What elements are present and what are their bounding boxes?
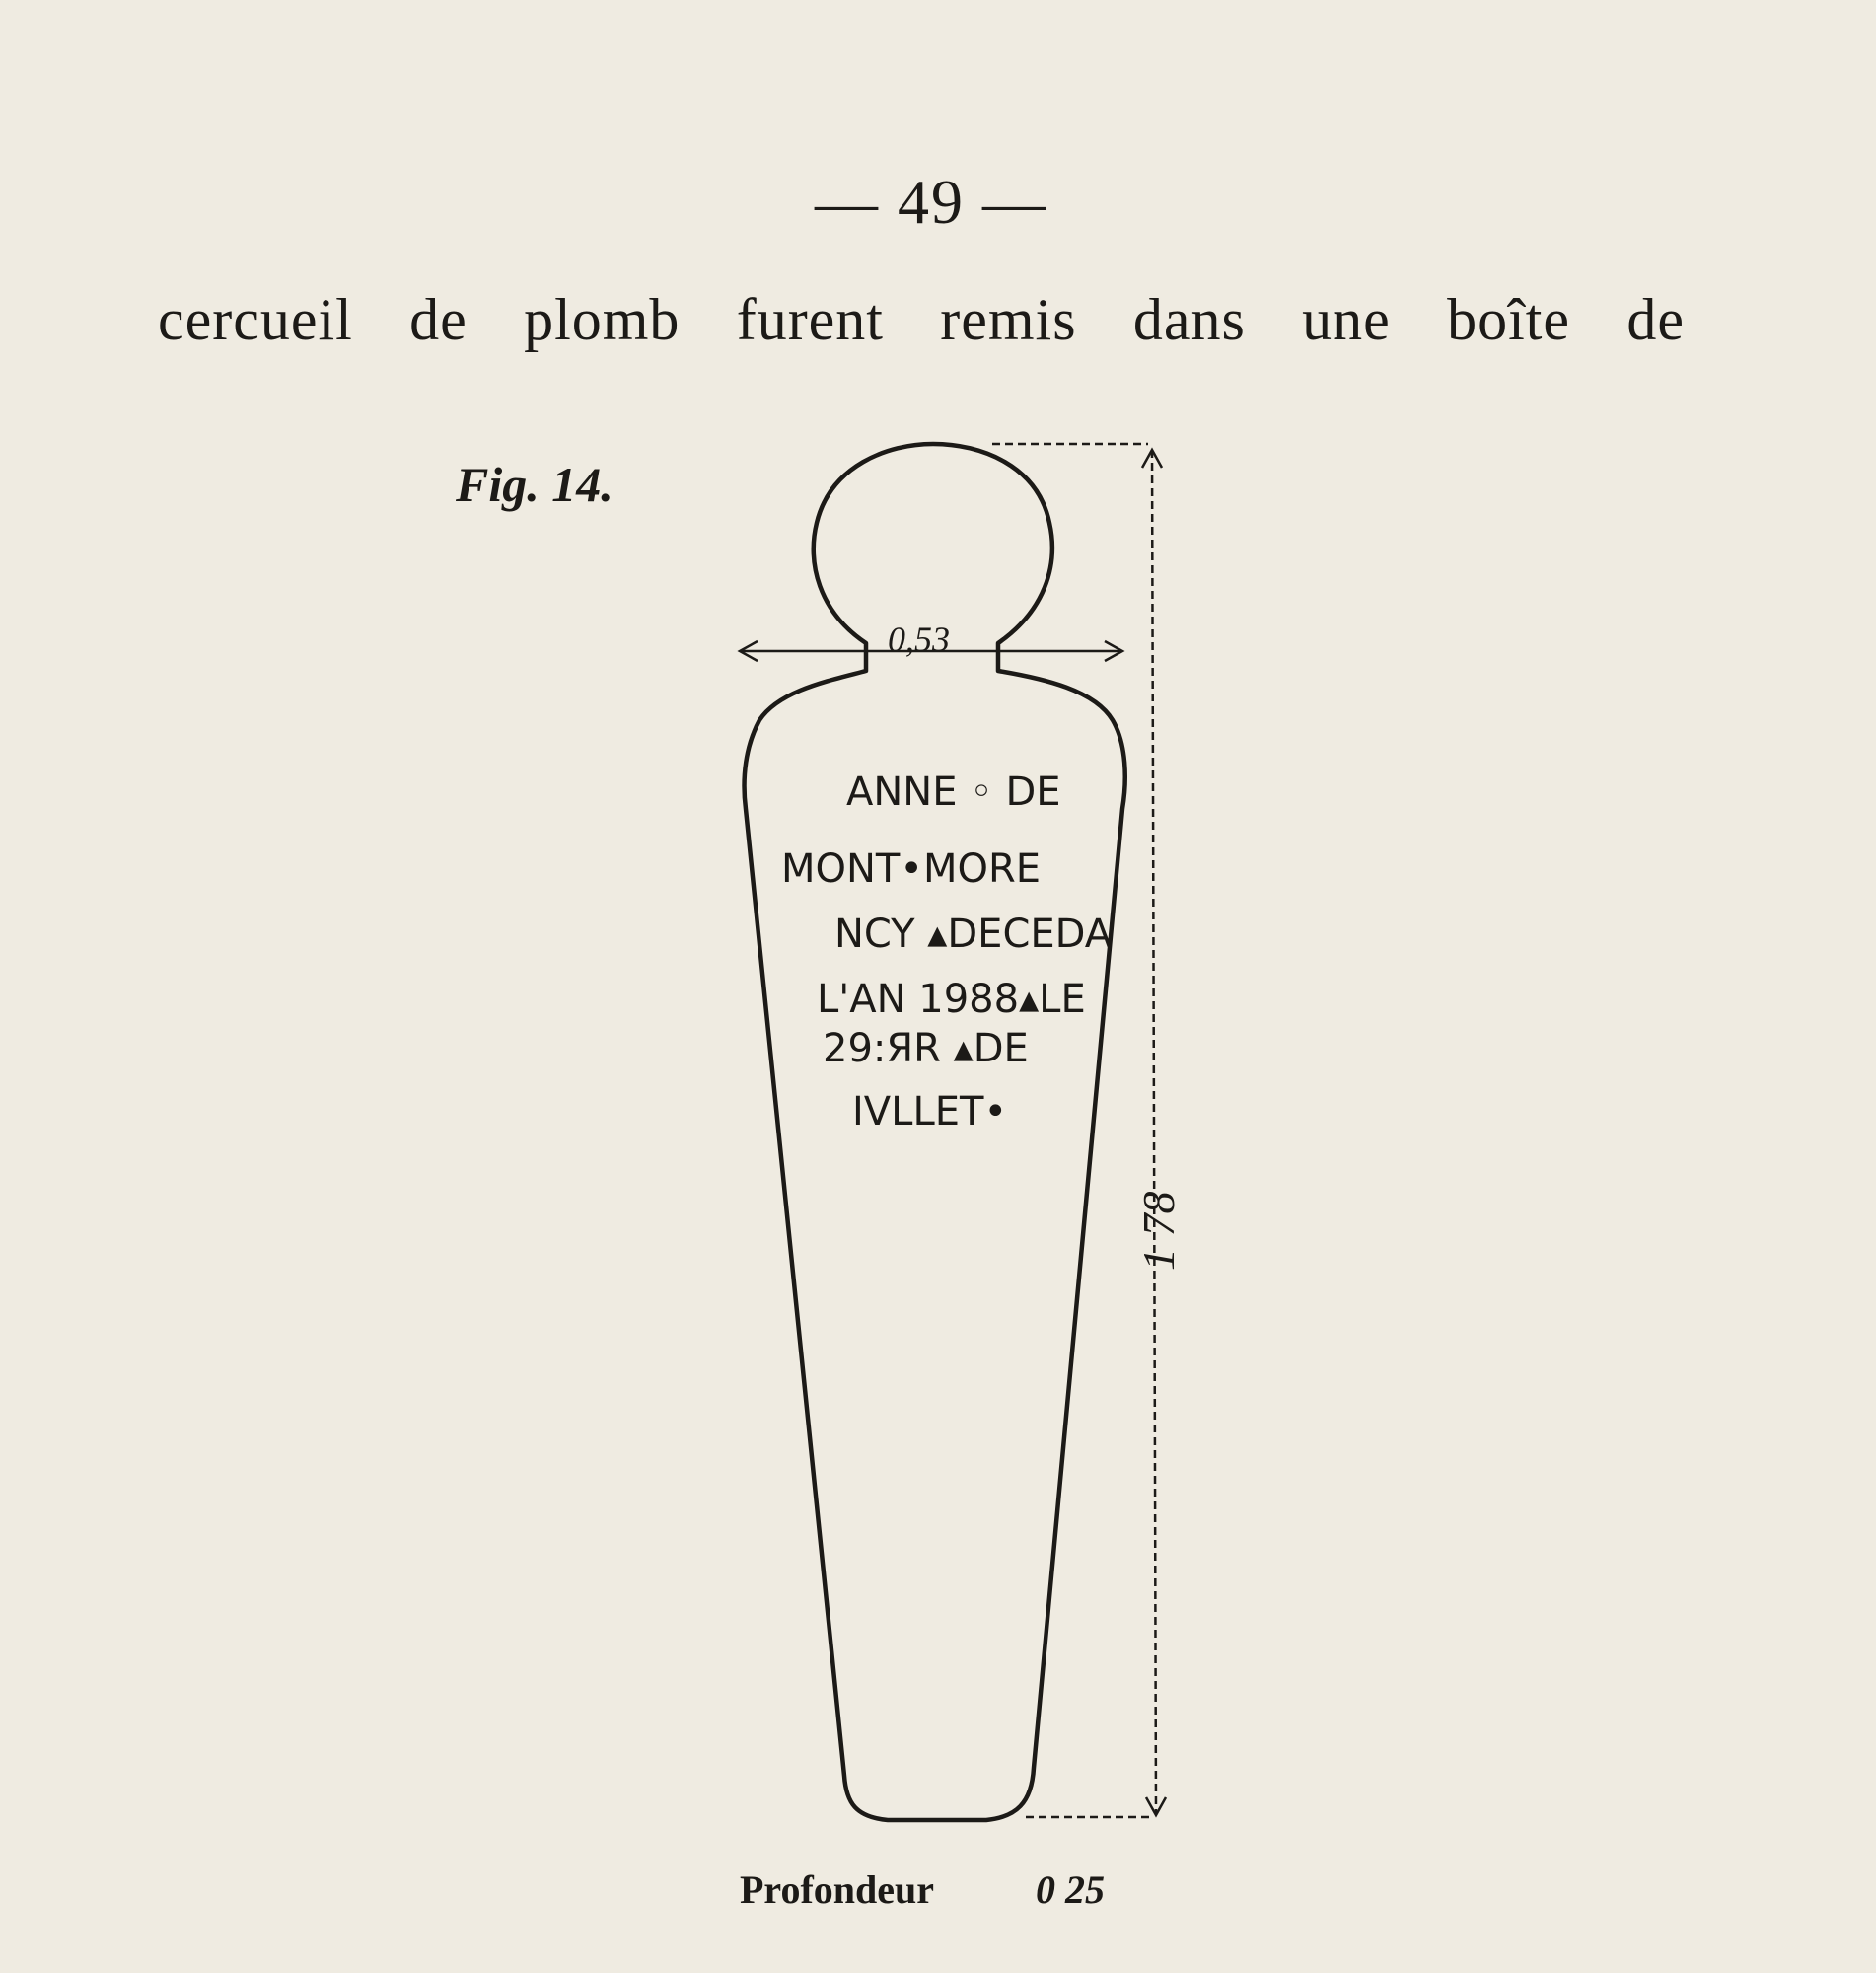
width-label: 0,53	[888, 620, 950, 659]
inscription-line: IVLLET•	[852, 1089, 1008, 1134]
depth-caption-label: Profondeur	[740, 1867, 935, 1912]
inscription-line: NCY ▴DECEDA	[834, 912, 1113, 957]
inscription-line: MONT•MORE	[781, 846, 1042, 892]
inscription-line: 29:ЯR ▴DE	[823, 1026, 1029, 1071]
page-number: — 49 —	[815, 167, 1047, 237]
inscription-line: ANNE ◦ DE	[846, 769, 1061, 815]
inscription-line: L'AN 1988▴LE	[817, 977, 1086, 1022]
body-text-line: cercueil de plomb furent remis dans une boîte de	[158, 287, 1685, 352]
height-label: 1 78	[1133, 1191, 1184, 1271]
depth-caption-value: 0 25	[1036, 1867, 1105, 1912]
figure-label: Fig. 14.	[456, 457, 613, 512]
height-dimension-line	[1152, 450, 1156, 1815]
